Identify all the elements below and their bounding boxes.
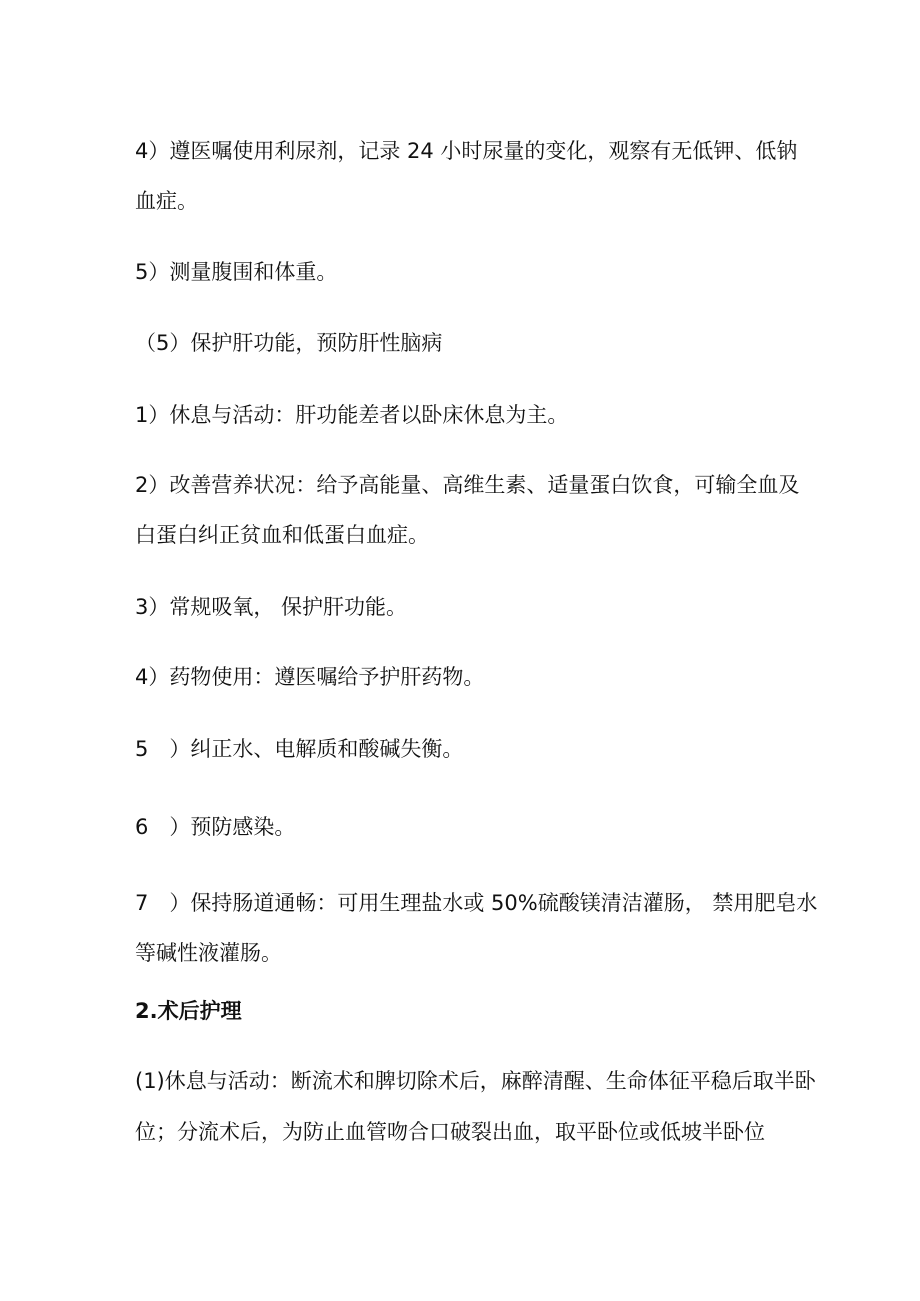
text-line-medication: 4）药物使用：遵医嘱给予护肝药物。 [135, 665, 485, 689]
text-line-electrolyte: 5 ）纠正水、电解质和酸碱失衡。 [135, 737, 464, 761]
text-line-nutrition-cont: 白蛋白纠正贫血和低蛋白血症。 [135, 523, 429, 547]
text-line-infection: 6 ）预防感染。 [135, 815, 296, 839]
section-title-liver-protection: （5）保护肝功能，预防肝性脑病 [135, 331, 443, 355]
text-line-bowel: 7 ）保持肠道通畅：可用生理盐水或 50%硫酸镁清洁灌肠， 禁用肥皂水 [135, 891, 818, 915]
text-line-measure-abdomen: 5）测量腹围和体重。 [135, 260, 338, 284]
text-line-postop-rest: (1)休息与活动：断流术和脾切除术后，麻醉清醒、生命体征平稳后取半卧 [135, 1069, 816, 1093]
text-line-rest-activity: 1）休息与活动：肝功能差者以卧床休息为主。 [135, 403, 569, 427]
text-line-oxygen: 3）常规吸氧， 保护肝功能。 [135, 595, 408, 619]
text-line-diuretic: 4）遵医嘱使用利尿剂，记录 24 小时尿量的变化，观察有无低钾、低钠 [135, 139, 798, 163]
text-line-diuretic-cont: 血症。 [135, 189, 198, 213]
text-line-bowel-cont: 等碱性液灌肠。 [135, 941, 282, 965]
text-line-postop-rest-cont: 位；分流术后，为防止血管吻合口破裂出血，取平卧位或低坡半卧位 [135, 1120, 765, 1144]
text-line-nutrition: 2）改善营养状况：给予高能量、高维生素、适量蛋白饮食，可输全血及 [135, 473, 800, 497]
section-heading-postop: 2.术后护理 [135, 999, 242, 1023]
